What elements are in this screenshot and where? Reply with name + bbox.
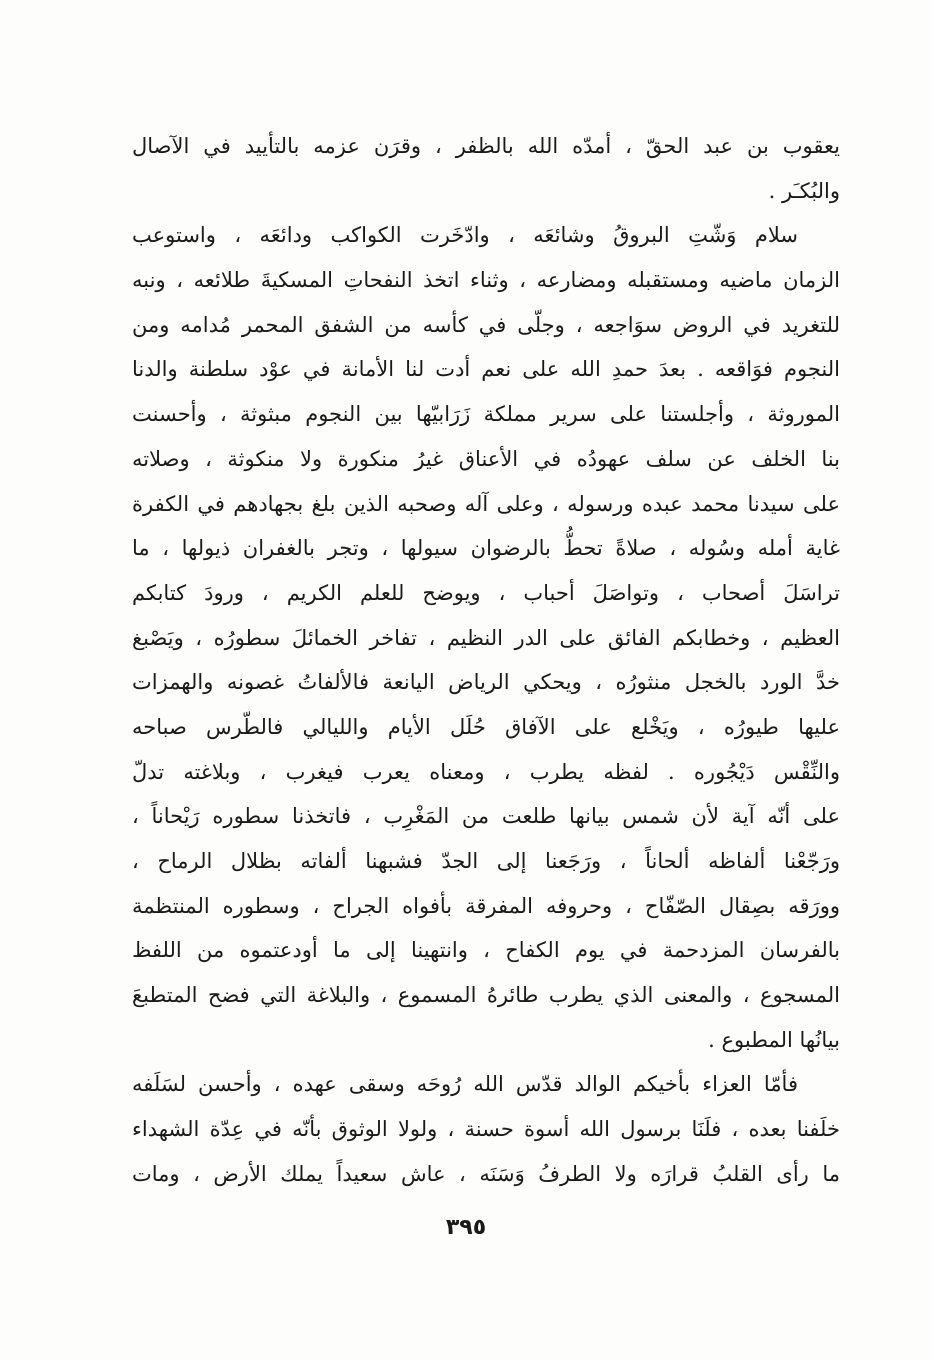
text-line: ما رأى القلبُ قرارَه ولا الطرفُ وَسَنَه ، عاش سعيداً يملك الأرض ، ومات — [132, 1161, 840, 1186]
text-line: وورَقه بصِقال الصّفّاح ، وحروفه المفرقة بأفواه الجراح ، وسطوره المنتظمة — [132, 893, 840, 918]
text-line: بالفرسان المزدحمة في يوم الكفاح ، وانتهينا إلى ما أودعتموه من اللفظ — [132, 938, 840, 963]
text-line: للتغريد في الروض سوَاجعه ، وجلّى في كأسه من الشفق المحمر مُدامه ومن — [132, 312, 840, 337]
text-line: تراسَلَ أصحاب ، وتواصَلَ أحباب ، ويوضح للعلم الكريم ، ورودَ كتابكم — [132, 580, 840, 605]
text-line: سلام وَشّتِ البروقُ وشائعَه ، وادّخَرت الكواكب ودائعَه ، واستوعب — [132, 223, 798, 248]
body-text — [132, 124, 840, 1197]
text-line: ورَجّعْنا ألفاظه ألحاناً ، ورَجَعنا إلى الجدّ فشبهنا ألفاته بظلال الرماح ، — [132, 849, 840, 873]
page-number: ٣٩٥ — [445, 1215, 487, 1240]
text-line: النجوم فوَاقعه . بعدَ حمدِ الله على نعم أدت لنا الأمانة في عوْد سلطنة والدنا — [132, 357, 840, 382]
text-line: غاية أمله وسُوله ، صلاةً تحطُّ بالرضوان سيولها ، وتجر بالغفران ذيولها ، ما — [132, 536, 840, 561]
text-line: والنِّقْس دَيْجُوره . لفظه يطرب ، ومعناه يعرب فيغرب ، وبلاغته تدلّ — [132, 759, 840, 784]
text-line: خدَّ الورد بالخجل منثورُه ، ويحكي الرياض اليانعة فالألفاتُ غصونه والهمزات — [132, 670, 840, 695]
text-line: العظيم ، وخطابكم الفائق على الدر النظيم ، تفاخر الخمائلَ سطورُه ، ويَصْبغ — [132, 625, 840, 650]
text-line: بيانُها المطبوع . — [708, 1027, 840, 1052]
text-line: والبُكـَر . — [768, 178, 840, 203]
text-line: على سيدنا محمد عبده ورسوله ، وعلى آله وصحبه الذين بلغ بجهادهم في الكفرة — [132, 491, 840, 516]
text-line: المسجوع ، والمعنى الذي يطرب طائرهُ المسموع ، والبلاغة التي فضح المتطبعَ — [132, 983, 840, 1008]
text-line: خلَفنا بعده ، فلَنَا برسول الله أسوة حسنة ، ولولا الوثوق بأنّه في عِدّة الشهداء — [132, 1117, 840, 1142]
text-line: فأمّا العزاء بأخيكم الوالد قدّس الله رُوحَه وسقى عهده ، وأحسن لسَلَفه — [132, 1072, 798, 1097]
text-line: بنا الخلف عن سلف عهودُه في الأعناق غيرُ منكورة ولا منكوثة ، وصلاته — [132, 446, 840, 471]
text-line: عليها طيورُه ، ويَخْلع على الآفاق حُلَل الأيام والليالي فالطّرس صباحه — [132, 714, 840, 739]
text-line: الموروثة ، وأجلستنا على سرير مملكة زَرَابيّها بين النجوم مبثوثة ، وأحسنت — [132, 402, 840, 427]
text-line: يعقوب بن عبد الحقّ ، أمدّه الله بالظفر ، وقرَن عزمه بالتأييد في الآصال — [132, 134, 840, 158]
text-line: على أنّه آية لأن شمس بيانها طلعت من المَغْرِب ، فاتخذنا سطوره رَيْحاناً ، — [132, 804, 840, 829]
text-line: الزمان ماضيه ومستقبله ومضارعه ، وثناء اتخذ النفحاتِ المسكيةَ طلائعه ، ونبه — [132, 268, 840, 293]
